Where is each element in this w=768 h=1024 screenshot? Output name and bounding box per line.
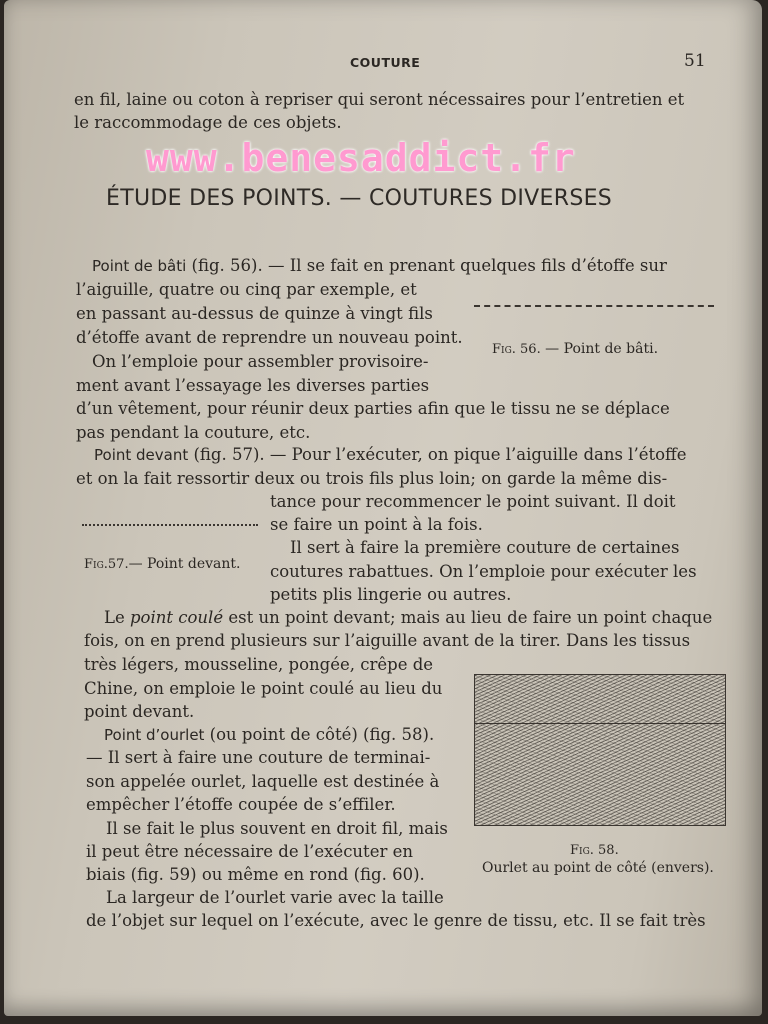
ourlet-line-8: La largeur de l’ourlet varie avec la taille bbox=[106, 888, 444, 907]
fig-58-caption: Ourlet au point de côté (envers). bbox=[482, 860, 714, 876]
devant-line-2: et on la fait ressortir deux ou trois fils plus loin; on garde la même dis- bbox=[76, 469, 668, 488]
section-title: ÉTUDE DES POINTS. — COUTURES DIVERSES bbox=[106, 186, 613, 211]
bati-line-5: On l’emploie pour assembler provisoire- bbox=[92, 352, 429, 371]
bati-paragraph-line-1: Point de bâti (fig. 56). — Il se fait en prenant quelques fils d’étoffe sur bbox=[92, 256, 667, 275]
devant-line-5: Il sert à faire la première couture de certaines bbox=[290, 538, 680, 557]
coule-line-3: très légers, mousseline, pongée, crêpe de bbox=[84, 655, 434, 674]
ourlet-line-7: biais (fig. 59) ou même en rond (fig. 60). bbox=[86, 865, 425, 884]
fig-58-hem-illustration bbox=[474, 674, 726, 826]
coule-paragraph-line-1: Le point coulé est un point devant; mais au lieu de faire un point chaque bbox=[104, 608, 713, 627]
coule-term: point coulé bbox=[129, 608, 224, 627]
bati-line-8: pas pendant la couture, etc. bbox=[76, 423, 311, 442]
watermark-logo: www.benesaddict.fr bbox=[146, 136, 576, 180]
book-page bbox=[4, 0, 762, 1016]
ourlet-term: Point d’ourlet bbox=[104, 726, 205, 744]
devant-line-6: coutures rabattues. On l’emploie pour exécuter les bbox=[270, 562, 697, 581]
coule-line-4: Chine, on emploie le point coulé au lieu du bbox=[84, 679, 443, 698]
ourlet-line-4: empêcher l’étoffe coupée de s’effiler. bbox=[86, 795, 396, 814]
ourlet-line-5: Il se fait le plus souvent en droit fil, mais bbox=[106, 819, 448, 838]
fig-56-basting-stitch bbox=[474, 305, 714, 307]
ourlet-paragraph-line-1: Point d’ourlet (ou point de côté) (fig. 58). bbox=[104, 725, 435, 744]
running-header: COUTURE bbox=[350, 55, 421, 70]
devant-line-4: se faire un point à la fois. bbox=[270, 515, 483, 534]
ourlet-line-3: son appelée ourlet, laquelle est destinée à bbox=[86, 772, 440, 791]
devant-paragraph-line-1: Point devant (fig. 57). — Pour l’exécuter, on pique l’aiguille dans l’étoffe bbox=[94, 445, 687, 464]
bati-term: Point de bâti bbox=[92, 257, 187, 275]
fig-58-label: Fig. 58. bbox=[570, 843, 619, 858]
devant-line-7: petits plis lingerie ou autres. bbox=[270, 585, 512, 604]
ourlet-line-6: il peut être nécessaire de l’exécuter en bbox=[86, 842, 413, 861]
page-number: 51 bbox=[684, 51, 706, 71]
intro-line-2: le raccommodage de ces objets. bbox=[74, 113, 342, 132]
bati-line-2: l’aiguille, quatre ou cinq par exemple, et bbox=[76, 280, 417, 299]
fig-57-caption: Fig.57.— Point devant. bbox=[84, 556, 241, 572]
bati-line-4: d’étoffe avant de reprendre un nouveau point. bbox=[76, 328, 463, 347]
fig-56-caption: Fig. 56. — Point de bâti. bbox=[492, 341, 659, 357]
coule-line-5: point devant. bbox=[84, 702, 195, 721]
coule-line-2: fois, on en prend plusieurs sur l’aiguille avant de la tirer. Dans les tissus bbox=[84, 631, 691, 650]
devant-line-3: tance pour recommencer le point suivant. Il doit bbox=[270, 492, 676, 511]
ourlet-line-2: — Il sert à faire une couture de terminai- bbox=[86, 748, 431, 767]
bati-line-7: d’un vêtement, pour réunir deux parties afin que le tissu ne se déplace bbox=[76, 399, 670, 418]
fig-58-hem-seam bbox=[475, 723, 725, 724]
bati-line-6: ment avant l’essayage les diverses parties bbox=[76, 376, 430, 395]
bati-line-3: en passant au-dessus de quinze à vingt fils bbox=[76, 304, 433, 323]
intro-line-1: en fil, laine ou coton à repriser qui seront nécessaires pour l’entretien et bbox=[74, 90, 685, 109]
ourlet-line-9: de l’objet sur lequel on l’exécute, avec le genre de tissu, etc. Il se fait très bbox=[86, 911, 706, 930]
devant-term: Point devant bbox=[94, 446, 189, 464]
fig-57-running-stitch bbox=[82, 524, 258, 526]
